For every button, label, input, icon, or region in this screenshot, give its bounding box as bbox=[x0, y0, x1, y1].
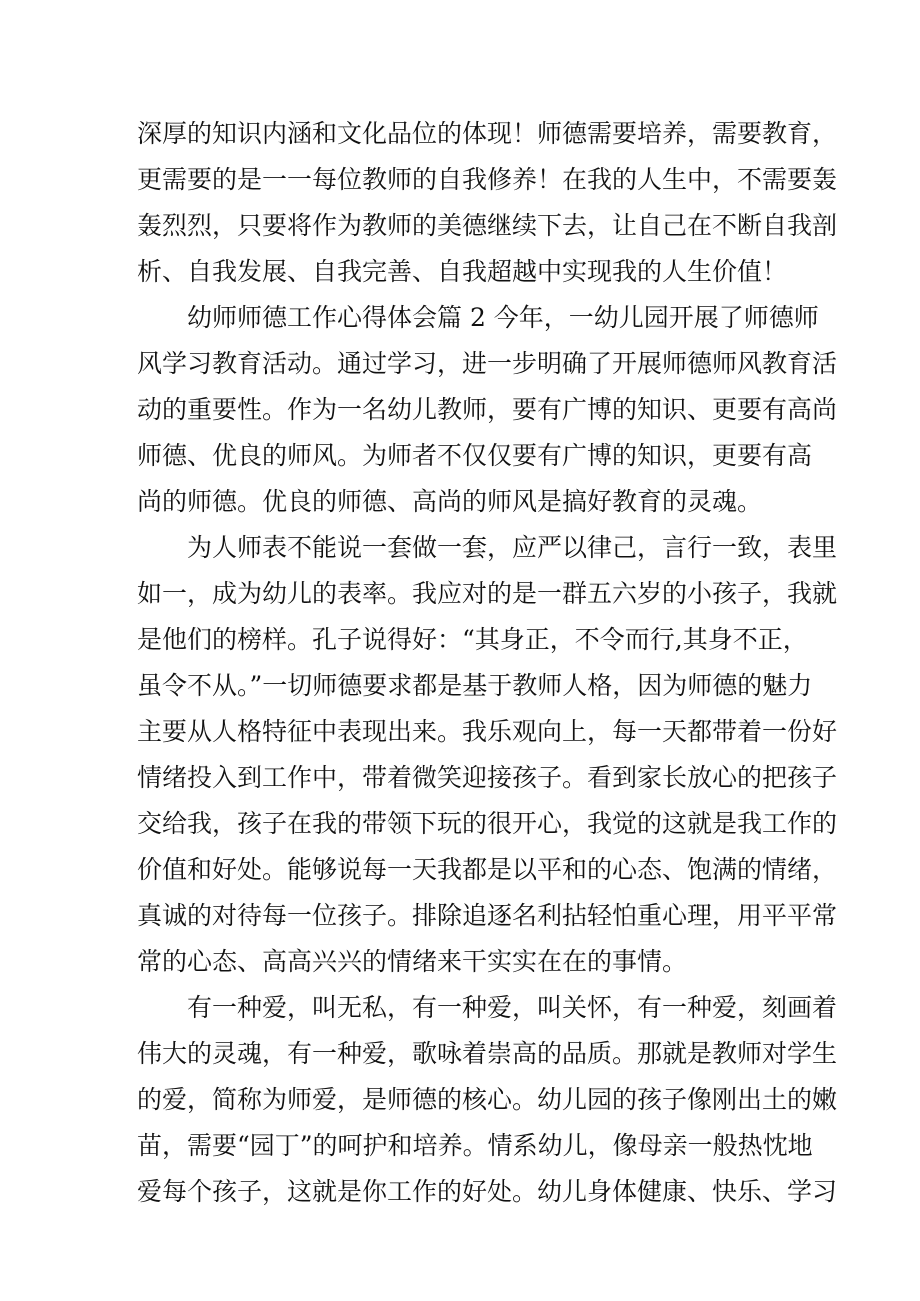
text-line-22: 的爱，简称为师爱，是师德的核心。幼儿园的孩子像刚出土的嫩 bbox=[137, 1085, 838, 1114]
paragraph-start-line-20: 有一种爱，叫无私，有一种爱，叫关怀，有一种爱，刻画着 bbox=[187, 993, 838, 1022]
paragraph-start-line-10: 为人师表不能说一套做一套，应严以律己，言行一致，表里 bbox=[187, 533, 838, 562]
text-line-19: 常的心态、高高兴兴的情绪来干实实在在的事情。 bbox=[137, 947, 688, 976]
text-line-15: 情绪投入到工作中，带着微笑迎接孩子。看到家长放心的把孩子 bbox=[137, 763, 838, 792]
text-line-1: 深厚的知识内涵和文化品位的体现！师德需要培养，需要教育， bbox=[137, 119, 838, 148]
text-line-2: 更需要的是一一每位教师的自我修养！在我的人生中，不需要轰 bbox=[137, 165, 838, 194]
text-line-17: 价值和好处。能够说每一天我都是以平和的心态、饱满的情绪， bbox=[137, 855, 838, 884]
text-line-23: 苗，需要“园丁”的呵护和培养。情系幼儿，像母亲一般热忱地 bbox=[137, 1131, 813, 1160]
text-line-6: 风学习教育活动。通过学习，进一步明确了开展师德师风教育活 bbox=[137, 349, 838, 378]
text-line-11: 如一，成为幼儿的表率。我应对的是一群五六岁的小孩子，我就 bbox=[137, 579, 838, 608]
text-line-12: 是他们的榜样。孔子说得好：“其身正，不令而行,其身不正， bbox=[137, 625, 808, 654]
paragraph-start-line-5: 幼师师德工作心得体会篇 2 今年，一幼儿园开展了师德师 bbox=[187, 303, 819, 332]
text-line-21: 伟大的灵魂，有一种爱，歌咏着崇高的品质。那就是教师对学生 bbox=[137, 1039, 838, 1068]
text-line-7: 动的重要性。作为一名幼儿教师，要有广博的知识、更要有高尚 bbox=[137, 395, 838, 424]
text-line-3: 轰烈烈，只要将作为教师的美德继续下去，让自己在不断自我剖 bbox=[137, 211, 838, 240]
text-line-9: 尚的师德。优良的师德、高尚的师风是搞好教育的灵魂。 bbox=[137, 487, 763, 516]
text-line-16: 交给我，孩子在我的带领下玩的很开心，我觉的这就是我工作的 bbox=[137, 809, 838, 838]
text-line-18: 真诚的对待每一位孩子。排除追逐名利拈轻怕重心理，用平平常 bbox=[137, 901, 838, 930]
text-line-24: 爱每个孩子，这就是你工作的好处。幼儿身体健康、快乐、学习 bbox=[137, 1177, 838, 1206]
text-line-8: 师德、优良的师风。为师者不仅仅要有广博的知识，更要有高 bbox=[137, 441, 813, 470]
text-line-13: 虽令不从。”一切师德要求都是基于教师人格，因为师德的魅力 bbox=[137, 671, 813, 700]
text-line-14: 主要从人格特征中表现出来。我乐观向上，每一天都带着一份好 bbox=[137, 717, 838, 746]
text-line-4: 析、自我发展、自我完善、自我超越中实现我的人生价值！ bbox=[137, 257, 788, 286]
